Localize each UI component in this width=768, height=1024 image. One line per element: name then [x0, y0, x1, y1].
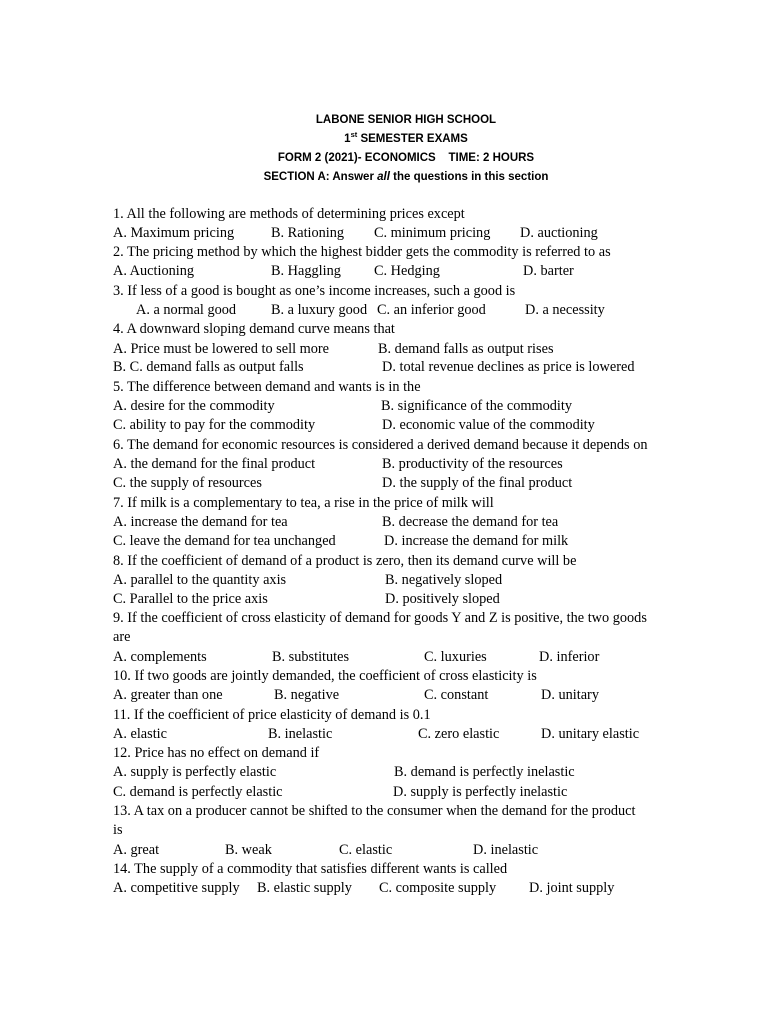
question-stem: 3. If less of a good is bought as one’s income increases, such a good is — [113, 283, 516, 299]
option-d: D. unitary — [541, 687, 599, 703]
question-stem: 12. Price has no effect on demand if — [113, 745, 320, 761]
option-b: B. a luxury good — [271, 302, 368, 318]
option-d: D. the supply of the final product — [382, 475, 573, 491]
question-stem: 2. The pricing method by which the highest bidder gets the commodity is referred to as — [113, 244, 611, 260]
option-c: B. C. demand falls as output falls — [113, 359, 304, 375]
option-c: C. the supply of resources — [113, 475, 262, 491]
option-a: A. a normal good — [136, 302, 237, 318]
option-c: C. minimum pricing — [374, 225, 491, 241]
option-d: D. joint supply — [529, 880, 615, 896]
section-emphasis: all — [377, 171, 390, 183]
option-d: D. barter — [523, 263, 574, 279]
question-stem: 13. A tax on a producer cannot be shifted to the consumer when the demand for the product — [113, 803, 636, 819]
option-b: B. inelastic — [268, 726, 333, 742]
option-d: D. increase the demand for milk — [384, 533, 569, 549]
exam-title-text: SEMESTER EXAMS — [360, 133, 468, 145]
option-d: D. economic value of the commodity — [382, 417, 595, 433]
option-a: A. Price must be lowered to sell more — [113, 341, 329, 357]
option-b: B. Rationing — [271, 225, 345, 241]
question-stem: 6. The demand for economic resources is considered a derived demand because it depends on — [113, 437, 648, 453]
option-d: D. inferior — [539, 649, 600, 665]
question-stem: 5. The difference between demand and wants is in the — [113, 379, 421, 395]
question-stem: 10. If two goods are jointly demanded, the coefficient of cross elasticity is — [113, 668, 537, 684]
time-allowed: TIME: 2 HOURS — [448, 152, 535, 164]
option-c: C. ability to pay for the commodity — [113, 417, 316, 433]
option-c: C. Parallel to the price axis — [113, 591, 268, 607]
option-a: A. elastic — [113, 726, 167, 742]
option-a: A. competitive supply — [113, 880, 240, 896]
option-a: A. the demand for the final product — [113, 456, 316, 472]
option-b: B. demand falls as output rises — [378, 341, 554, 357]
option-d: D. inelastic — [473, 842, 539, 858]
option-a: A. Maximum pricing — [113, 225, 235, 241]
question-stem: 9. If the coefficient of cross elasticity of demand for goods Y and Z is positive, the two goods — [113, 610, 647, 626]
section-suffix: the questions in this section — [393, 171, 549, 183]
subject-line — [0, 151, 768, 165]
option-c: C. demand is perfectly elastic — [113, 784, 283, 800]
option-a: A. Auctioning — [113, 263, 195, 279]
option-c: C. an inferior good — [377, 302, 486, 318]
option-b: B. negative — [274, 687, 340, 703]
question-stem-continued: are — [113, 629, 131, 645]
exam-title — [0, 132, 768, 146]
option-d: D. total revenue declines as price is lowered — [382, 359, 635, 375]
question-stem: 7. If milk is a complementary to tea, a rise in the price of milk will — [113, 495, 494, 511]
option-c: C. leave the demand for tea unchanged — [113, 533, 336, 549]
option-a: A. great — [113, 842, 160, 858]
exam-ordinal-suffix: st — [350, 130, 358, 139]
section-instruction — [0, 170, 768, 184]
option-a: A. supply is perfectly elastic — [113, 764, 277, 780]
section-prefix: SECTION A: Answer — [263, 171, 374, 183]
question-stem-continued: is — [113, 822, 123, 838]
option-b: B. Haggling — [271, 263, 341, 279]
question-stem: 1. All the following are methods of determining prices except — [113, 206, 465, 222]
option-d: D. positively sloped — [385, 591, 500, 607]
question-stem: 14. The supply of a commodity that satisfies different wants is called — [113, 861, 508, 877]
question-stem: 11. If the coefficient of price elasticity of demand is 0.1 — [113, 707, 431, 723]
option-b: B. demand is perfectly inelastic — [394, 764, 575, 780]
option-b: B. weak — [225, 842, 272, 858]
option-b: B. elastic supply — [257, 880, 352, 896]
option-c: C. zero elastic — [418, 726, 500, 742]
option-a: A. greater than one — [113, 687, 223, 703]
option-b: B. substitutes — [272, 649, 350, 665]
option-d: D. auctioning — [520, 225, 598, 241]
option-a: A. complements — [113, 649, 207, 665]
exam-ordinal: 1 — [344, 133, 351, 145]
option-c: C. elastic — [339, 842, 393, 858]
option-b: B. negatively sloped — [385, 572, 503, 588]
option-b: B. productivity of the resources — [382, 456, 563, 472]
option-d: D. supply is perfectly inelastic — [393, 784, 568, 800]
question-stem: 8. If the coefficient of demand of a product is zero, then its demand curve will be — [113, 553, 577, 569]
school-name: LABONE SENIOR HIGH SCHOOL — [315, 114, 497, 126]
option-c: C. luxuries — [424, 649, 487, 665]
option-c: C. Hedging — [374, 263, 440, 279]
option-d: D. a necessity — [525, 302, 605, 318]
option-a: A. increase the demand for tea — [113, 514, 288, 530]
option-c: C. composite supply — [379, 880, 497, 896]
option-d: D. unitary elastic — [541, 726, 640, 742]
option-b: B. significance of the commodity — [381, 398, 572, 414]
option-a: A. desire for the commodity — [113, 398, 275, 414]
option-a: A. parallel to the quantity axis — [113, 572, 287, 588]
question-stem: 4. A downward sloping demand curve means that — [113, 321, 395, 337]
option-c: C. constant — [424, 687, 489, 703]
option-b: B. decrease the demand for tea — [382, 514, 559, 530]
subject-text: FORM 2 (2021)- ECONOMICS — [277, 152, 436, 164]
